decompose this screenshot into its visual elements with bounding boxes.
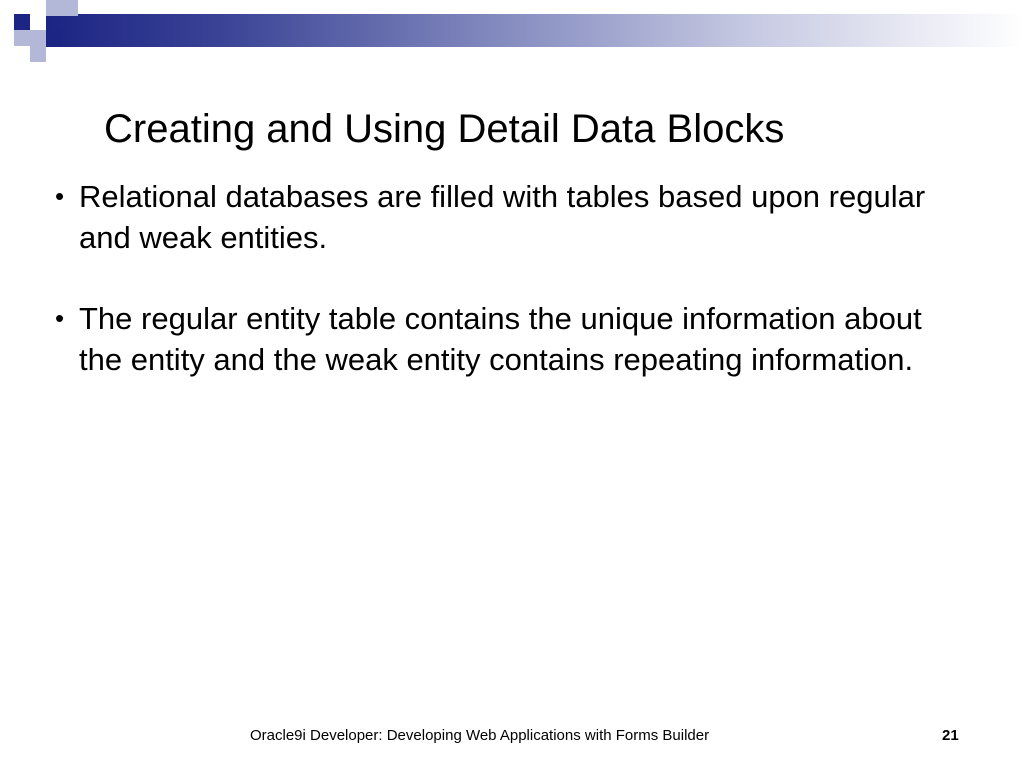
bullet-item — [55, 298, 935, 380]
slide-page-number: 21 — [942, 727, 959, 744]
decor-square — [46, 30, 62, 46]
decor-square — [46, 0, 62, 16]
bullet-text: Relational databases are filled with tables based upon regular and weak entities. — [79, 179, 926, 255]
bullet-marker: • — [55, 181, 65, 211]
decor-square — [14, 14, 30, 30]
bullet-list — [55, 176, 935, 420]
footer-course-title: Oracle9i Developer: Developing Web Applications with Forms Builder — [250, 727, 710, 744]
decor-square — [62, 0, 78, 16]
decor-square — [14, 30, 30, 46]
header-gradient-band — [46, 14, 1024, 47]
decor-square — [30, 30, 46, 46]
bullet-text: The regular entity table contains the unique information about the entity and the weak entity contains repeating information. — [79, 301, 922, 377]
slide-title: Creating and Using Detail Data Blocks — [104, 106, 785, 151]
bullet-item — [55, 176, 935, 258]
decor-square — [30, 14, 46, 30]
bullet-marker: • — [55, 303, 65, 333]
decor-square — [30, 46, 46, 62]
